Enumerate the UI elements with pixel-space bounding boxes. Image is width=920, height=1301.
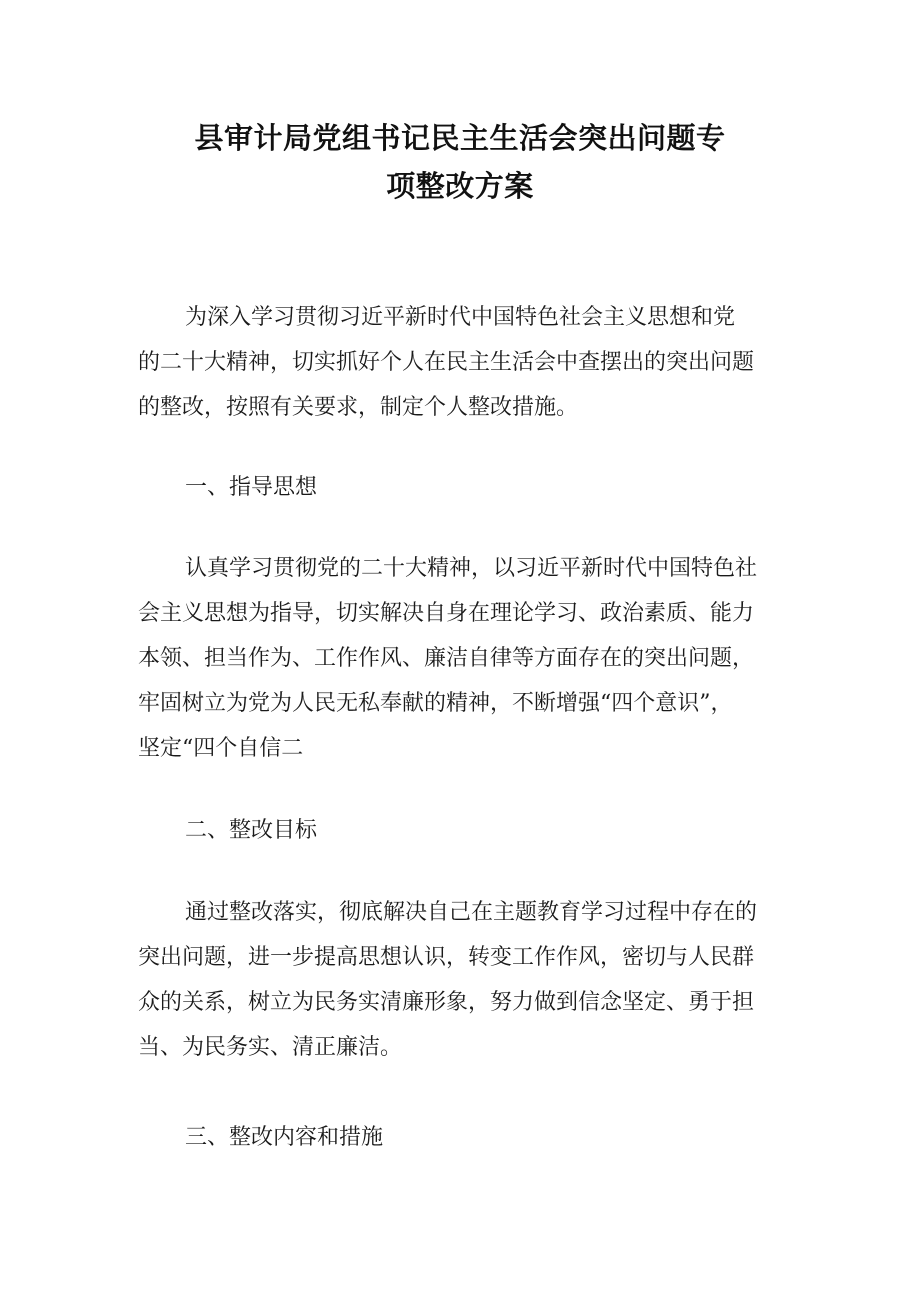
document-title-line-2: 项整改方案 bbox=[386, 169, 534, 203]
section-1-line-1: 认真学习贯彻党的二十大精神，以习近平新时代中国特色社 bbox=[185, 556, 758, 581]
section-1-paragraph bbox=[138, 546, 786, 771]
intro-paragraph bbox=[138, 295, 786, 430]
section-1-line-4: 牢固树立为党为人民无私奉献的精神，不断增强“四个意识”， bbox=[138, 691, 733, 716]
document-title-line-1: 县审计局党组书记民主生活会突出问题专 bbox=[194, 121, 726, 155]
section-2-line-3: 众的关系，树立为民务实清廉形象，努力做到信念坚定、勇于担 bbox=[138, 990, 755, 1015]
intro-line-2: 的二十大精神，切实抓好个人在民主生活会中查摆出的突出问题 bbox=[138, 350, 755, 375]
section-1-line-5: 坚定“四个自信二 bbox=[138, 736, 304, 761]
section-2-line-4: 当、为民务实、清正廉洁。 bbox=[138, 1035, 403, 1060]
section-2-line-1: 通过整改落实，彻底解决自己在主题教育学习过程中存在的 bbox=[185, 900, 758, 925]
section-2-paragraph bbox=[138, 890, 786, 1070]
section-3-heading: 三、整改内容和措施 bbox=[185, 1125, 384, 1150]
intro-line-1: 为深入学习贯彻习近平新时代中国特色社会主义思想和党 bbox=[185, 305, 736, 330]
section-2-heading: 二、整改目标 bbox=[185, 818, 318, 843]
section-1-line-2: 会主义思想为指导，切实解决自身在理论学习、政治素质、能力 bbox=[138, 601, 755, 626]
section-2-line-2: 突出问题，进一步提高思想认识，转变工作作风，密切与人民群 bbox=[138, 945, 755, 970]
section-1-heading: 一、指导思想 bbox=[185, 475, 318, 500]
intro-line-3: 的整改，按照有关要求，制定个人整改措施。 bbox=[138, 395, 579, 420]
section-1-line-3: 本领、担当作为、工作作风、廉洁自律等方面存在的突出问题， bbox=[138, 646, 755, 671]
